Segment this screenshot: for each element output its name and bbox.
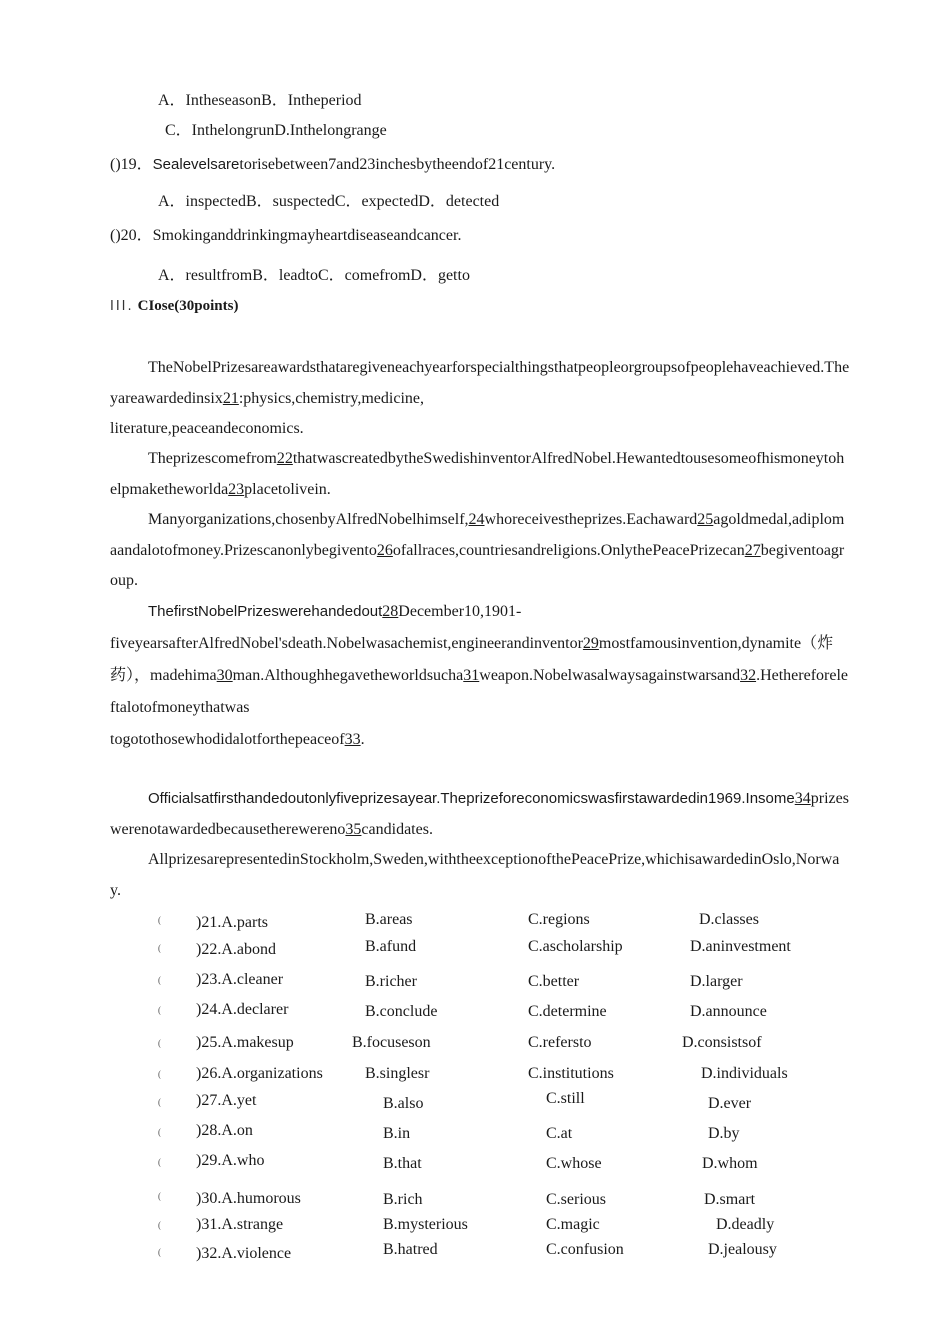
question-row-32 [0, 1242, 950, 1268]
q19-stem [110, 151, 555, 174]
option-a: )30.A.humorous [196, 1190, 301, 1207]
blank-29: 29 [582, 635, 599, 652]
p5-text-c: prizeswerenotawardedbecausetherewereno [110, 790, 849, 838]
answer-paren: ( [158, 1097, 161, 1107]
option-a: )25.A.makesup [196, 1034, 294, 1051]
passage-paragraph-2 [110, 444, 850, 505]
q20-stem: ()20．Smokinganddrinkingmayheartdiseaseandcancer. [110, 227, 462, 244]
p2-text-d: placetolivein. [244, 480, 331, 498]
answer-paren: ( [158, 975, 161, 985]
p4-text-j: togotothosewhodidalotforthepeaceof [110, 731, 345, 748]
p4-text-f: 药），madehima [110, 667, 217, 684]
p3-text-c: whoreceivestheprizes.Eachaward [484, 511, 698, 528]
option-c: C.still [546, 1090, 585, 1107]
option-b: B.mysterious [383, 1216, 468, 1233]
q19-options: A．inspectedB．suspectedC．expectedD．detected [158, 193, 500, 210]
option-d: D.smart [704, 1191, 756, 1208]
answer-paren: ( [158, 1069, 161, 1079]
option-c: C.confusion [546, 1241, 624, 1258]
option-d: D.deadly [716, 1216, 775, 1233]
p5-text-d: candidates. [361, 820, 433, 838]
blank-35: 35 [345, 820, 362, 838]
passage-paragraph-5 [110, 784, 850, 845]
blank-28: 28 [382, 603, 399, 620]
option-b: B.that [383, 1155, 422, 1172]
question-row-24 [0, 1000, 950, 1026]
p5-text-a: Officialsatfirsthandedoutonlyfiveprizesayear.Theprizeforeconomicswasfirstawardedin1969.Insome [148, 790, 795, 807]
question-row-25 [0, 1033, 950, 1059]
option-c: C.determine [528, 1003, 607, 1020]
option-d: D.jealousy [708, 1241, 777, 1258]
option-a: )21.A.parts [196, 914, 268, 931]
option-b: B.in [383, 1125, 411, 1142]
blank-34: 34 [794, 790, 811, 807]
option-b: B.rich [383, 1191, 423, 1208]
option-b: B.richer [365, 973, 417, 990]
option-b: B.areas [365, 911, 413, 928]
option-d: D.consistsof [682, 1034, 762, 1051]
section-heading [110, 297, 238, 315]
p4-text-i: .Hethereforeleftalotofmoneythatwas [110, 667, 849, 716]
p3-text-d: agoldmedal,adiplomaandalotofmoney.Prizescanonlybegivento [110, 511, 845, 559]
option-a: )23.A.cleaner [196, 971, 284, 988]
blank-30: 30 [216, 667, 233, 684]
p1-text-c: :physics,chemistry,medicine, [238, 389, 424, 407]
option-c: C.magic [546, 1216, 600, 1233]
p4-text-e: mostfamousinvention,dynamite（炸 [598, 635, 834, 652]
option-c: C.refersto [528, 1034, 592, 1051]
p3-text-a: Manyorganizations,chosenbyAlfredNobelhimself, [148, 511, 469, 528]
option-c: C.institutions [528, 1065, 614, 1082]
option-d: D.aninvestment [690, 938, 791, 955]
p4-text-c: December10,1901- [398, 603, 522, 620]
p4-text-k: . [360, 731, 365, 748]
q18-options-line2: C．InthelongrunD.Inthelongrange [165, 122, 387, 139]
blank-27: 27 [744, 541, 761, 559]
option-d: D.whom [702, 1155, 758, 1172]
q19-prefix: ()19． [110, 156, 153, 173]
option-b: B.hatred [383, 1241, 438, 1258]
section-numeral: ⅠⅠⅠ. [110, 299, 134, 314]
blank-23: 23 [228, 480, 245, 498]
option-c: C.serious [546, 1191, 606, 1208]
option-c: C.regions [528, 911, 590, 928]
p6-text-a: AllprizesarepresentedinStockholm,Sweden,withtheexceptionofthePeacePrize,whichisawardedinOslo,Norway. [110, 851, 840, 899]
option-b: B.also [383, 1095, 424, 1112]
blank-31: 31 [463, 667, 480, 684]
option-c: C.better [528, 973, 580, 990]
blank-21: 21 [222, 389, 239, 407]
question-row-27 [0, 1092, 950, 1118]
blank-24: 24 [468, 511, 485, 528]
q19-stem-rest: torisebetween7and23inchesbytheendof21century. [239, 156, 556, 173]
option-a: )27.A.yet [196, 1092, 257, 1109]
blank-25: 25 [697, 511, 714, 528]
question-row-21 [0, 911, 950, 937]
answer-paren: ( [158, 915, 161, 925]
question-row-28 [0, 1122, 950, 1148]
p3-text-e: ofallraces,countriesandreligions.OnlythePeacePrizecan [392, 541, 745, 559]
q19-stem-start: Sealevelsare [152, 156, 240, 173]
answer-paren: ( [158, 943, 161, 953]
passage-paragraph-1 [110, 353, 850, 445]
question-row-26 [0, 1064, 950, 1090]
answer-paren: ( [158, 1157, 161, 1167]
p4-text-a: ThefirstNobelPrizeswerehandedout [148, 603, 383, 620]
option-d: D.ever [708, 1095, 752, 1112]
blank-26: 26 [376, 541, 393, 559]
option-d: D.classes [699, 911, 759, 928]
option-c: C.at [546, 1125, 573, 1142]
option-a: )32.A.violence [196, 1245, 292, 1262]
q18-options-line1: A．IntheseasonB．Intheperiod [158, 92, 362, 109]
question-row-30 [0, 1189, 950, 1215]
section-title: CIose(30points) [137, 298, 239, 314]
option-d: D.announce [690, 1003, 767, 1020]
option-d: D.larger [690, 973, 743, 990]
question-row-31 [0, 1216, 950, 1242]
p2-text-c: thatwascreatedbytheSwedishinventorAlfredNobel.Hewantedtousesomeofhismoneytohelpmaketheworlda [110, 450, 845, 498]
p1-text-d: literature,peaceandeconomics. [110, 420, 304, 437]
option-a: )26.A.organizations [196, 1065, 323, 1082]
p4-text-d: fiveyearsafterAlfredNobel'sdeath.Nobelwasachemist,engineerandinventor [110, 635, 583, 652]
p4-text-g: man.Althoughhegavetheworldsucha [232, 667, 464, 684]
question-row-29 [0, 1152, 950, 1178]
option-a: )29.A.who [196, 1152, 265, 1169]
option-d: D.individuals [701, 1065, 788, 1082]
p4-text-h: weapon.Nobelwasalwaysagainstwarsand [479, 667, 741, 684]
option-a: )22.A.abond [196, 941, 276, 958]
p3-text-f: begiventoagroup. [110, 541, 845, 589]
option-a: )28.A.on [196, 1122, 253, 1139]
passage-paragraph-6 [110, 845, 850, 906]
answer-paren: ( [158, 1038, 161, 1048]
q20-options: A．resultfromB．leadtoC．comefromD．getto [158, 267, 470, 284]
passage-paragraph-3 [110, 505, 850, 597]
blank-33: 33 [344, 731, 361, 748]
option-b: B.conclude [365, 1003, 438, 1020]
question-row-23 [0, 970, 950, 996]
answer-paren: ( [158, 1005, 161, 1015]
answer-paren: ( [158, 1127, 161, 1137]
answer-paren: ( [158, 1220, 161, 1230]
answer-paren: ( [158, 1247, 161, 1257]
option-a: )24.A.declarer [196, 1001, 289, 1018]
passage-paragraph-4 [110, 596, 850, 756]
option-a: )31.A.strange [196, 1216, 284, 1233]
option-d: D.by [708, 1125, 740, 1142]
option-c: C.ascholarship [528, 938, 623, 955]
p1-text-a: TheNobelPrizesareawardsthataregiveneachyearforspecialthingsthatpeopleorgroupsofpeoplehaveachieved.Theyareawardedinsix [110, 359, 850, 407]
blank-22: 22 [276, 450, 293, 467]
option-b: B.focuseson [352, 1034, 431, 1051]
option-b: B.singlesr [365, 1065, 430, 1082]
blank-32: 32 [740, 667, 757, 684]
question-row-22 [0, 938, 950, 964]
option-c: C.whose [546, 1155, 602, 1172]
p2-text-a: Theprizescomefrom [148, 450, 277, 467]
option-b: B.afund [365, 938, 417, 955]
answer-paren: ( [158, 1191, 161, 1201]
